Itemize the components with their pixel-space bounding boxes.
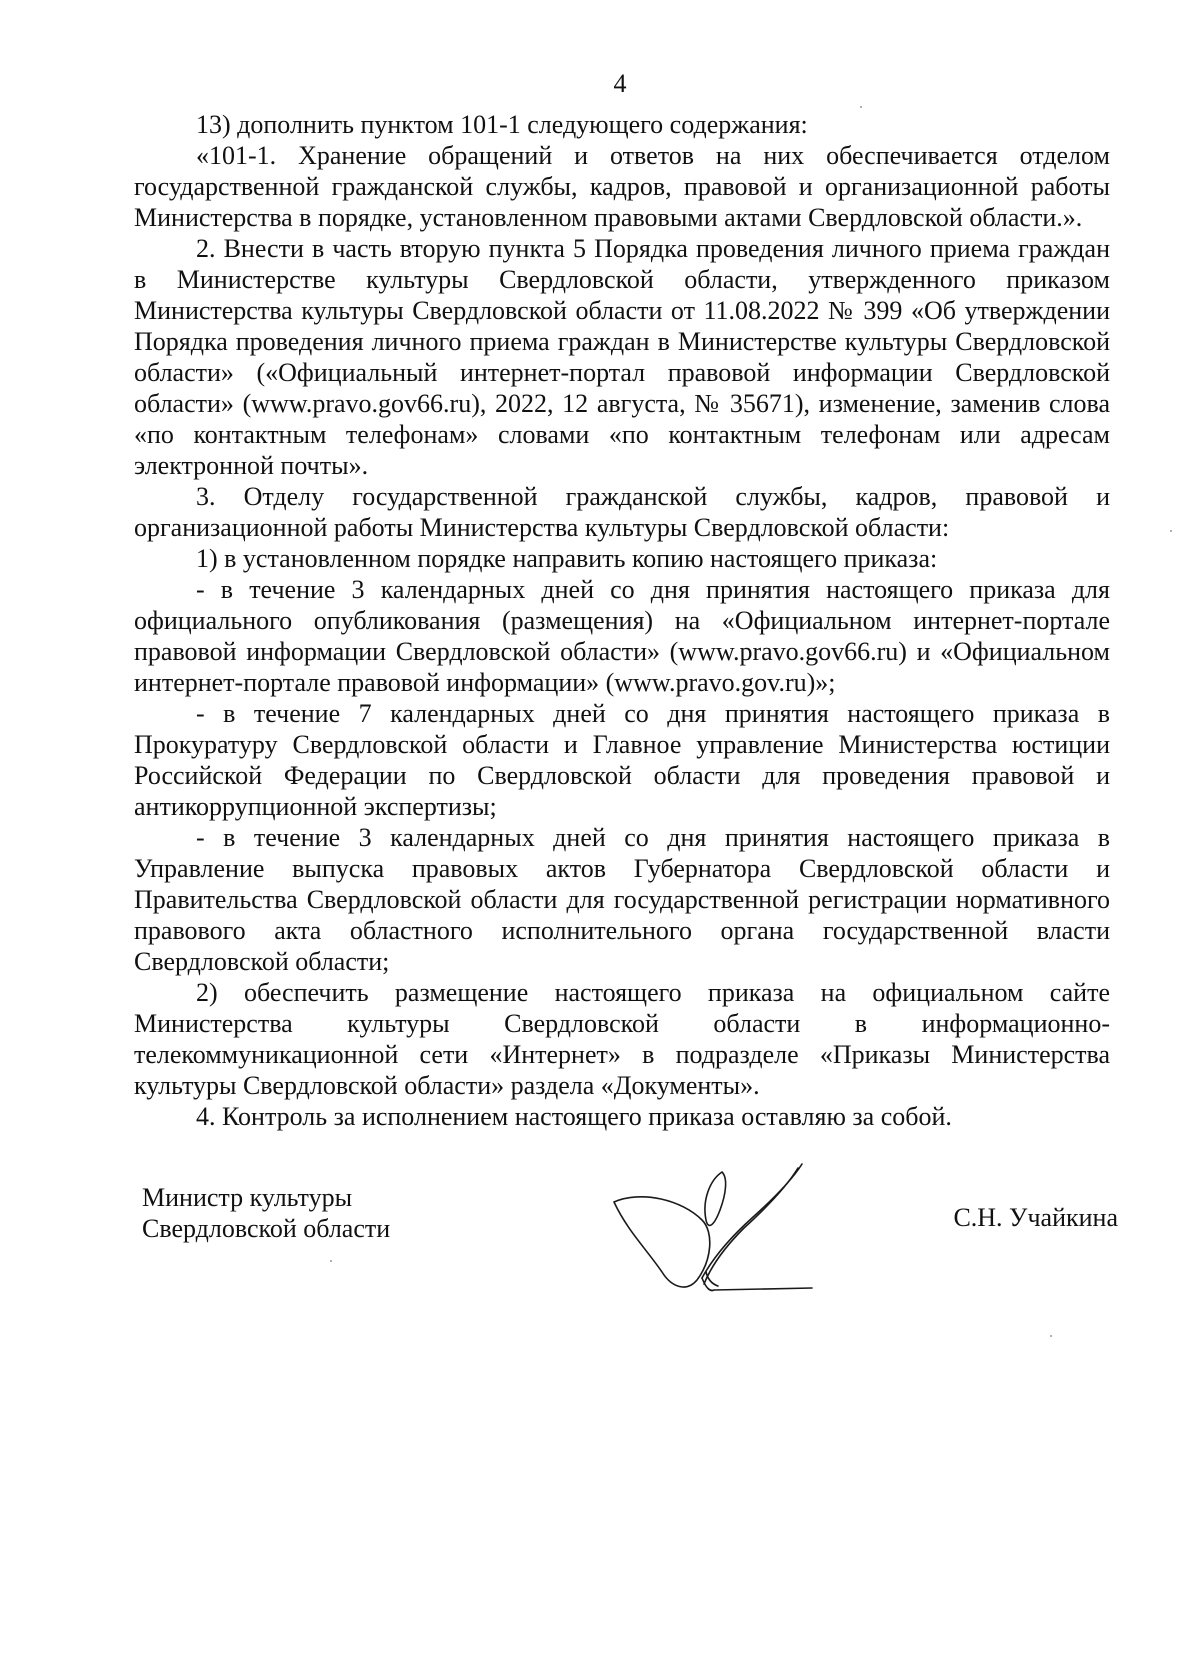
scan-speck [330,1260,332,1262]
paragraph-item-13: 13) дополнить пунктом 101-1 следующего содержания: [196,110,808,139]
paragraph-section-3: 3. Отделу государственной гражданской службы, кадров, правовой и организационной работы Министерства культуры Свердловской области: [134,482,1110,542]
signer-title [142,1182,390,1244]
paragraph-subitem-1: 1) в установленном порядке направить копию настоящего приказа: [196,544,938,573]
scan-speck [860,106,862,108]
paragraph-bullet-3-days-registration: - в течение 3 календарных дней со дня принятия настоящего приказа в Управление выпуска правовых актов Губернатора Свердловской области и Правительства Свердловской области для государственной регистрации нормативного правового акта областного исполнительного органа государственной власти Свердловской области; [134,823,1110,976]
paragraph-clause-101-1: «101-1. Хранение обращений и ответов на них обеспечивается отделом государственной гражданской службы, кадров, правовой и организационной работы Министерства в порядке, установленном правовыми актами Свердловской области.». [134,141,1110,232]
paragraph-section-2: 2. Внести в часть вторую пункта 5 Порядка проведения личного приема граждан в Министерстве культуры Свердловской области, утвержденного приказом Министерства культуры Свердловской области от 11.08.2022 № 399 «Об утверждении Порядка проведения личного приема граждан в Министерстве культуры Свердловской области» («Официальный интернет-портал правовой информации Свердловской области» (www.pravo.gov66.ru), 2022, 12 августа, № 35671), изменение, заменив слова «по контактным телефонам» словами «по контактным телефонам или адресам электронной почты». [134,234,1110,480]
signature-block [142,1182,1118,1342]
paragraph-bullet-3-days-publication: - в течение 3 календарных дней со дня принятия настоящего приказа для официального опубликования (размещения) на «Официальном интернет-портале правовой информации Свердловской области» (www.pravo.gov66.ru) и «Официальном интернет-портале правовой информации» (www.pravo.gov.ru)»; [134,575,1110,697]
page-number: 4 [613,69,627,98]
signer-title-line-1: Министр культуры [142,1183,353,1212]
paragraph-subitem-2: 2) обеспечить размещение настоящего приказа на официальном сайте Министерства культуры Свердловской области в информационно-телекоммуникационной сети «Интернет» в подразделе «Приказы Министерства культуры Свердловской области» раздела «Документы». [134,978,1110,1100]
handwritten-signature [602,1160,822,1310]
paragraph-section-4: 4. Контроль за исполнением настоящего приказа оставляю за собой. [196,1102,952,1131]
signer-title-line-2: Свердловской области [142,1214,391,1243]
paragraph-bullet-7-days-prosecutor: - в течение 7 календарных дней со дня принятия настоящего приказа в Прокуратуру Свердловской области и Главное управление Министерства юстиции Российской Федерации по Свердловской области для проведения правовой и антикоррупционной экспертизы; [134,699,1110,821]
scan-speck [1170,530,1172,532]
scan-speck [1050,1335,1052,1337]
document-body [134,109,1110,1132]
signer-name: С.Н. Учайкина [953,1203,1118,1232]
